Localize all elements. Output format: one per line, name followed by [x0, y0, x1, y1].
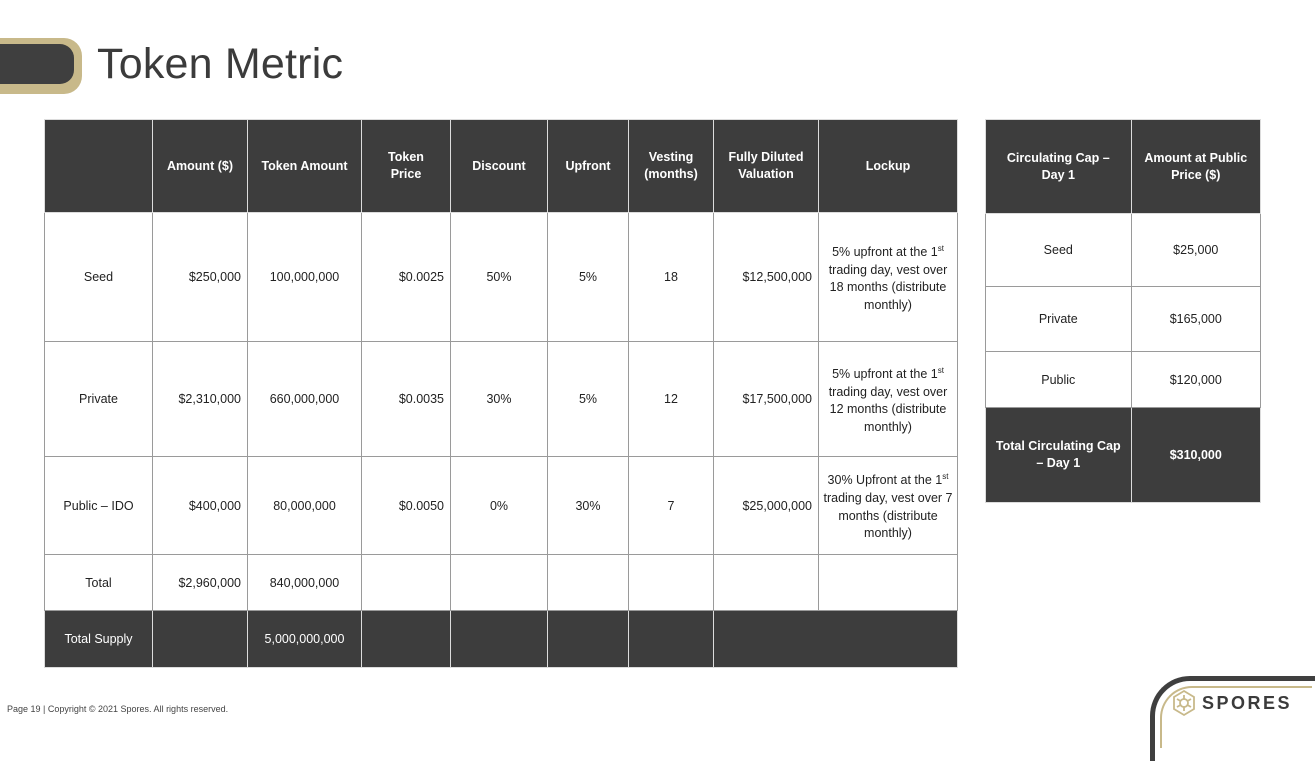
empty-cell	[819, 555, 958, 611]
table-header-row	[45, 120, 958, 213]
token-price-cell: $0.0035	[362, 342, 451, 457]
discount-cell: 50%	[451, 213, 548, 342]
header-cell	[45, 120, 153, 213]
total-supply-label: Total Supply	[45, 611, 153, 668]
circulating-cap-table	[985, 119, 1261, 503]
vesting-cell: 12	[629, 342, 714, 457]
table-row	[45, 213, 958, 342]
fdv-cell: $12,500,000	[714, 213, 819, 342]
total-row	[986, 408, 1261, 503]
page-title: Token Metric	[97, 40, 344, 88]
total-token-amount: 840,000,000	[248, 555, 362, 611]
total-supply-value: 5,000,000,000	[248, 611, 362, 668]
lockup-text: trading day, vest over 7 months (distribute monthly)	[823, 491, 953, 541]
header-cell: Upfront	[548, 120, 629, 213]
table-row	[986, 214, 1261, 287]
cap-value: $120,000	[1131, 352, 1260, 408]
empty-cell	[153, 611, 248, 668]
lockup-text: trading day, vest over 12 months (distribute monthly)	[828, 384, 948, 434]
empty-cell	[548, 611, 629, 668]
empty-cell	[548, 555, 629, 611]
fdv-cell: $17,500,000	[714, 342, 819, 457]
round-name: Public	[986, 352, 1132, 408]
header-cell: Vesting (months)	[629, 120, 714, 213]
vesting-cell: 7	[629, 457, 714, 555]
lockup-cell	[819, 213, 958, 342]
empty-cell	[451, 611, 548, 668]
empty-cell	[362, 555, 451, 611]
total-amount: $2,960,000	[153, 555, 248, 611]
cap-value: $165,000	[1131, 287, 1260, 352]
total-value: $310,000	[1131, 408, 1260, 503]
amount-cell: $400,000	[153, 457, 248, 555]
upfront-cell: 5%	[548, 213, 629, 342]
round-name: Seed	[986, 214, 1132, 287]
header-cell: Amount ($)	[153, 120, 248, 213]
lockup-cell	[819, 457, 958, 555]
discount-cell: 0%	[451, 457, 548, 555]
token-metric-table	[44, 119, 958, 668]
lockup-ordinal: st	[937, 365, 944, 375]
cap-value: $25,000	[1131, 214, 1260, 287]
header-cell: Token Price	[362, 120, 451, 213]
empty-cell	[714, 555, 819, 611]
header-cell: Circulating Cap – Day 1	[986, 120, 1132, 214]
header-cell: Fully Diluted Valuation	[714, 120, 819, 213]
title-pill-decoration-inner	[0, 44, 74, 84]
token-amount-cell: 100,000,000	[248, 213, 362, 342]
empty-cell	[629, 555, 714, 611]
fdv-cell: $25,000,000	[714, 457, 819, 555]
total-row	[45, 555, 958, 611]
header-cell: Lockup	[819, 120, 958, 213]
lockup-text: 5% upfront at the 1	[832, 367, 938, 382]
table-row	[986, 287, 1261, 352]
amount-cell: $250,000	[153, 213, 248, 342]
token-price-cell: $0.0050	[362, 457, 451, 555]
lockup-ordinal: st	[942, 472, 949, 482]
lockup-text: 30% Upfront at the 1	[827, 473, 943, 488]
total-supply-row	[45, 611, 958, 668]
token-amount-cell: 80,000,000	[248, 457, 362, 555]
table-header-row	[986, 120, 1261, 214]
table-row	[45, 457, 958, 555]
round-name: Seed	[45, 213, 153, 342]
empty-cell	[451, 555, 548, 611]
brand-name: SPORES	[1202, 693, 1293, 713]
upfront-cell: 30%	[548, 457, 629, 555]
lockup-text: 5% upfront at the 1	[832, 245, 938, 260]
total-label: Total	[45, 555, 153, 611]
token-amount-cell: 660,000,000	[248, 342, 362, 457]
spores-logo-icon	[1170, 689, 1198, 717]
lockup-cell	[819, 342, 958, 457]
total-label: Total Circulating Cap – Day 1	[986, 408, 1132, 503]
header-cell: Discount	[451, 120, 548, 213]
vesting-cell: 18	[629, 213, 714, 342]
table-row	[45, 342, 958, 457]
empty-cell	[629, 611, 714, 668]
table-row	[986, 352, 1261, 408]
lockup-text: trading day, vest over 18 months (distribute monthly)	[828, 262, 948, 312]
empty-cell	[362, 611, 451, 668]
header-cell: Token Amount	[248, 120, 362, 213]
round-name: Private	[986, 287, 1132, 352]
header-cell: Amount at Public Price ($)	[1131, 120, 1260, 214]
discount-cell: 30%	[451, 342, 548, 457]
round-name: Private	[45, 342, 153, 457]
amount-cell: $2,310,000	[153, 342, 248, 457]
upfront-cell: 5%	[548, 342, 629, 457]
lockup-ordinal: st	[937, 243, 944, 253]
token-price-cell: $0.0025	[362, 213, 451, 342]
footer-copyright: Page 19 | Copyright © 2021 Spores. All rights reserved.	[7, 704, 229, 714]
empty-cell	[714, 611, 958, 668]
round-name: Public – IDO	[45, 457, 153, 555]
